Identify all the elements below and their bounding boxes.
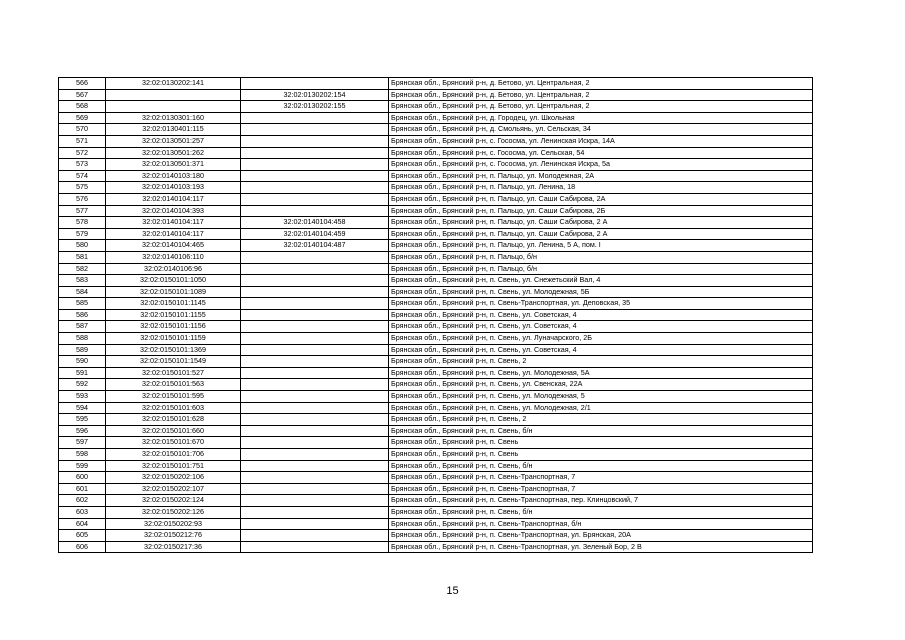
address-cell: Брянская обл., Брянский р-н, п. Свень, ул. Свенская, 22А: [389, 379, 813, 391]
sub-cadastral-number-cell: [241, 518, 389, 530]
property-table: [58, 77, 813, 553]
cadastral-number-cell: 32:02:0150101:751: [106, 460, 241, 472]
cadastral-number-cell: 32:02:0130501:371: [106, 159, 241, 171]
cadastral-number-cell: 32:02:0150101:1549: [106, 356, 241, 368]
cadastral-number-cell: 32:02:0150101:603: [106, 402, 241, 414]
sub-cadastral-number-cell: [241, 205, 389, 217]
cadastral-number-cell: 32:02:0150101:670: [106, 437, 241, 449]
cadastral-number-cell: 32:02:0150101:628: [106, 414, 241, 426]
table-row: [59, 135, 813, 147]
row-number-cell: 597: [59, 437, 106, 449]
row-number-cell: 586: [59, 309, 106, 321]
table-row: [59, 402, 813, 414]
row-number-cell: 606: [59, 541, 106, 553]
row-number-cell: 591: [59, 367, 106, 379]
sub-cadastral-number-cell: [241, 437, 389, 449]
table-row: [59, 414, 813, 426]
row-number-cell: 604: [59, 518, 106, 530]
row-number-cell: 582: [59, 263, 106, 275]
row-number-cell: 594: [59, 402, 106, 414]
cadastral-number-cell: 32:02:0150101:660: [106, 425, 241, 437]
cadastral-number-cell: 32:02:0140104:117: [106, 193, 241, 205]
row-number-cell: 572: [59, 147, 106, 159]
address-cell: Брянская обл., Брянский р-н, п. Пальцо, б/н: [389, 251, 813, 263]
address-cell: Брянская обл., Брянский р-н, п. Пальцо, ул. Саши Сабирова, 2Б: [389, 205, 813, 217]
address-cell: Брянская обл., Брянский р-н, п. Свень, 2: [389, 414, 813, 426]
address-cell: Брянская обл., Брянский р-н, д. Бетово, ул. Центральная, 2: [389, 101, 813, 113]
address-cell: Брянская обл., Брянский р-н, п. Свень, ул. Советская, 4: [389, 344, 813, 356]
row-number-cell: 571: [59, 135, 106, 147]
sub-cadastral-number-cell: 32:02:0140104:459: [241, 228, 389, 240]
row-number-cell: 592: [59, 379, 106, 391]
address-cell: Брянская обл., Брянский р-н, с. Гососма, ул. Ленинская Искра, 14А: [389, 135, 813, 147]
table-row: [59, 78, 813, 90]
cadastral-number-cell: 32:02:0150101:1369: [106, 344, 241, 356]
table-row: [59, 101, 813, 113]
cadastral-number-cell: 32:02:0140103:180: [106, 170, 241, 182]
address-cell: Брянская обл., Брянский р-н, п. Свень, ул. Молодежная, 5Б: [389, 286, 813, 298]
address-cell: Брянская обл., Брянский р-н, п. Свень-Транспортная, ул. Деповская, 35: [389, 298, 813, 310]
sub-cadastral-number-cell: [241, 530, 389, 542]
address-cell: Брянская обл., Брянский р-н, п. Свень, б/н: [389, 425, 813, 437]
sub-cadastral-number-cell: [241, 147, 389, 159]
cadastral-number-cell: 32:02:0150101:595: [106, 391, 241, 403]
row-number-cell: 574: [59, 170, 106, 182]
cadastral-number-cell: 32:02:0150202:93: [106, 518, 241, 530]
row-number-cell: 588: [59, 333, 106, 345]
address-cell: Брянская обл., Брянский р-н, п. Свень-Транспортная, ул. Брянская, 20А: [389, 530, 813, 542]
table-row: [59, 449, 813, 461]
table-row: [59, 251, 813, 263]
row-number-cell: 599: [59, 460, 106, 472]
address-cell: Брянская обл., Брянский р-н, д. Бетово, ул. Центральная, 2: [389, 89, 813, 101]
address-cell: Брянская обл., Брянский р-н, п. Свень, ул. Молодежная, 5А: [389, 367, 813, 379]
row-number-cell: 595: [59, 414, 106, 426]
table-row: [59, 437, 813, 449]
row-number-cell: 570: [59, 124, 106, 136]
address-cell: Брянская обл., Брянский р-н, с. Гососма, ул. Сельская, 54: [389, 147, 813, 159]
table-row: [59, 170, 813, 182]
table-row: [59, 147, 813, 159]
sub-cadastral-number-cell: [241, 460, 389, 472]
table-row: [59, 159, 813, 171]
row-number-cell: 576: [59, 193, 106, 205]
row-number-cell: 569: [59, 112, 106, 124]
table-row: [59, 391, 813, 403]
cadastral-number-cell: 32:02:0140104:393: [106, 205, 241, 217]
row-number-cell: 605: [59, 530, 106, 542]
cadastral-number-cell: 32:02:0140104:117: [106, 217, 241, 229]
address-cell: Брянская обл., Брянский р-н, п. Свень, ул. Снежетьский Вал, 4: [389, 275, 813, 287]
sub-cadastral-number-cell: [241, 367, 389, 379]
sub-cadastral-number-cell: [241, 298, 389, 310]
address-cell: Брянская обл., Брянский р-н, с. Гососма, ул. Ленинская Искра, 5а: [389, 159, 813, 171]
address-cell: Брянская обл., Брянский р-н, п. Свень, ул. Луначарского, 2Б: [389, 333, 813, 345]
address-cell: Брянская обл., Брянский р-н, д. Городец, ул. Школьная: [389, 112, 813, 124]
address-cell: Брянская обл., Брянский р-н, п. Свень-Транспортная, б/н: [389, 518, 813, 530]
sub-cadastral-number-cell: [241, 344, 389, 356]
table-row: [59, 182, 813, 194]
property-table-body: [59, 78, 813, 553]
address-cell: Брянская обл., Брянский р-н, п. Свень: [389, 449, 813, 461]
table-row: [59, 356, 813, 368]
address-cell: Брянская обл., Брянский р-н, д. Смольянь, ул. Сельская, 34: [389, 124, 813, 136]
address-cell: Брянская обл., Брянский р-н, п. Свень-Транспортная, 7: [389, 483, 813, 495]
cadastral-number-cell: 32:02:0150101:706: [106, 449, 241, 461]
sub-cadastral-number-cell: [241, 124, 389, 136]
table-row: [59, 425, 813, 437]
address-cell: Брянская обл., Брянский р-н, п. Свень, ул. Молодежная, 2/1: [389, 402, 813, 414]
table-row: [59, 344, 813, 356]
table-row: [59, 112, 813, 124]
table-row: [59, 367, 813, 379]
table-row: [59, 217, 813, 229]
cadastral-number-cell: 32:02:0150217:36: [106, 541, 241, 553]
table-row: [59, 124, 813, 136]
row-number-cell: 575: [59, 182, 106, 194]
cadastral-number-cell: 32:02:0150202:107: [106, 483, 241, 495]
address-cell: Брянская обл., Брянский р-н, п. Свень, ул. Молодежная, 5: [389, 391, 813, 403]
row-number-cell: 590: [59, 356, 106, 368]
cadastral-number-cell: 32:02:0150101:1159: [106, 333, 241, 345]
row-number-cell: 584: [59, 286, 106, 298]
table-row: [59, 530, 813, 542]
row-number-cell: 593: [59, 391, 106, 403]
row-number-cell: 577: [59, 205, 106, 217]
sub-cadastral-number-cell: [241, 333, 389, 345]
cadastral-number-cell: 32:02:0150101:1156: [106, 321, 241, 333]
cadastral-number-cell: 32:02:0140106:96: [106, 263, 241, 275]
sub-cadastral-number-cell: [241, 309, 389, 321]
table-row: [59, 193, 813, 205]
sub-cadastral-number-cell: [241, 506, 389, 518]
cadastral-number-cell: [106, 89, 241, 101]
cadastral-number-cell: 32:02:0130501:257: [106, 135, 241, 147]
row-number-cell: 585: [59, 298, 106, 310]
address-cell: Брянская обл., Брянский р-н, п. Свень-Транспортная, 7: [389, 472, 813, 484]
sub-cadastral-number-cell: [241, 112, 389, 124]
sub-cadastral-number-cell: [241, 78, 389, 90]
address-cell: Брянская обл., Брянский р-н, п. Пальцо, ул. Молодежная, 2А: [389, 170, 813, 182]
row-number-cell: 567: [59, 89, 106, 101]
row-number-cell: 581: [59, 251, 106, 263]
cadastral-number-cell: 32:02:0150101:1145: [106, 298, 241, 310]
sub-cadastral-number-cell: [241, 263, 389, 275]
address-cell: Брянская обл., Брянский р-н, п. Пальцо, б/н: [389, 263, 813, 275]
address-cell: Брянская обл., Брянский р-н, п. Пальцо, ул. Саши Сабирова, 2А: [389, 193, 813, 205]
row-number-cell: 596: [59, 425, 106, 437]
table-row: [59, 460, 813, 472]
sub-cadastral-number-cell: 32:02:0140104:487: [241, 240, 389, 252]
sub-cadastral-number-cell: [241, 425, 389, 437]
cadastral-number-cell: 32:02:0150101:1089: [106, 286, 241, 298]
sub-cadastral-number-cell: [241, 414, 389, 426]
cadastral-number-cell: 32:02:0140103:193: [106, 182, 241, 194]
cadastral-number-cell: 32:02:0140104:117: [106, 228, 241, 240]
sub-cadastral-number-cell: 32:02:0140104:458: [241, 217, 389, 229]
row-number-cell: 603: [59, 506, 106, 518]
table-row: [59, 298, 813, 310]
cadastral-number-cell: 32:02:0140106:110: [106, 251, 241, 263]
sub-cadastral-number-cell: [241, 391, 389, 403]
table-row: [59, 309, 813, 321]
cadastral-number-cell: 32:02:0150202:106: [106, 472, 241, 484]
address-cell: Брянская обл., Брянский р-н, п. Свень-Транспортная, ул. Зеленый Бор, 2 В: [389, 541, 813, 553]
table-row: [59, 506, 813, 518]
sub-cadastral-number-cell: [241, 193, 389, 205]
cadastral-number-cell: 32:02:0150101:527: [106, 367, 241, 379]
address-cell: Брянская обл., Брянский р-н, п. Свень, б/н: [389, 506, 813, 518]
table-row: [59, 541, 813, 553]
sub-cadastral-number-cell: [241, 286, 389, 298]
row-number-cell: 566: [59, 78, 106, 90]
table-row: [59, 321, 813, 333]
row-number-cell: 602: [59, 495, 106, 507]
sub-cadastral-number-cell: 32:02:0130202:154: [241, 89, 389, 101]
sub-cadastral-number-cell: [241, 495, 389, 507]
table-row: [59, 483, 813, 495]
sub-cadastral-number-cell: [241, 449, 389, 461]
sub-cadastral-number-cell: [241, 170, 389, 182]
row-number-cell: 587: [59, 321, 106, 333]
row-number-cell: 578: [59, 217, 106, 229]
table-row: [59, 263, 813, 275]
cadastral-number-cell: 32:02:0150212:76: [106, 530, 241, 542]
row-number-cell: 583: [59, 275, 106, 287]
row-number-cell: 580: [59, 240, 106, 252]
sub-cadastral-number-cell: [241, 275, 389, 287]
address-cell: Брянская обл., Брянский р-н, п. Пальцо, ул. Саши Сабирова, 2 А: [389, 217, 813, 229]
row-number-cell: 579: [59, 228, 106, 240]
sub-cadastral-number-cell: [241, 483, 389, 495]
cadastral-number-cell: 32:02:0150202:126: [106, 506, 241, 518]
row-number-cell: 568: [59, 101, 106, 113]
address-cell: Брянская обл., Брянский р-н, п. Свень-Транспортная, пер. Клинцовский, 7: [389, 495, 813, 507]
address-cell: Брянская обл., Брянский р-н, п. Свень, б/н: [389, 460, 813, 472]
address-cell: Брянская обл., Брянский р-н, д. Бетово, ул. Центральная, 2: [389, 78, 813, 90]
sub-cadastral-number-cell: [241, 251, 389, 263]
sub-cadastral-number-cell: [241, 135, 389, 147]
page-number: 15: [446, 585, 459, 597]
row-number-cell: 601: [59, 483, 106, 495]
address-cell: Брянская обл., Брянский р-н, п. Свень, 2: [389, 356, 813, 368]
table-row: [59, 240, 813, 252]
cadastral-number-cell: 32:02:0130501:262: [106, 147, 241, 159]
sub-cadastral-number-cell: [241, 321, 389, 333]
table-row: [59, 89, 813, 101]
table-row: [59, 228, 813, 240]
row-number-cell: 589: [59, 344, 106, 356]
cadastral-number-cell: 32:02:0130401:115: [106, 124, 241, 136]
address-cell: Брянская обл., Брянский р-н, п. Свень, ул. Советская, 4: [389, 321, 813, 333]
table-row: [59, 379, 813, 391]
table-row: [59, 333, 813, 345]
table-row: [59, 518, 813, 530]
address-cell: Брянская обл., Брянский р-н, п. Пальцо, ул. Ленина, 18: [389, 182, 813, 194]
row-number-cell: 600: [59, 472, 106, 484]
sub-cadastral-number-cell: [241, 182, 389, 194]
cadastral-number-cell: 32:02:0130301:160: [106, 112, 241, 124]
table-row: [59, 275, 813, 287]
cadastral-number-cell: [106, 101, 241, 113]
sub-cadastral-number-cell: [241, 541, 389, 553]
sub-cadastral-number-cell: [241, 402, 389, 414]
sub-cadastral-number-cell: [241, 159, 389, 171]
address-cell: Брянская обл., Брянский р-н, п. Пальцо, ул. Ленина, 5 А, пом. I: [389, 240, 813, 252]
cadastral-number-cell: 32:02:0150101:1155: [106, 309, 241, 321]
address-cell: Брянская обл., Брянский р-н, п. Свень: [389, 437, 813, 449]
document-table-container: [58, 77, 813, 553]
sub-cadastral-number-cell: 32:02:0130202:155: [241, 101, 389, 113]
cadastral-number-cell: 32:02:0130202:141: [106, 78, 241, 90]
address-cell: Брянская обл., Брянский р-н, п. Свень, ул. Советская, 4: [389, 309, 813, 321]
address-cell: Брянская обл., Брянский р-н, п. Пальцо, ул. Саши Сабирова, 2 А: [389, 228, 813, 240]
sub-cadastral-number-cell: [241, 472, 389, 484]
table-row: [59, 286, 813, 298]
row-number-cell: 573: [59, 159, 106, 171]
cadastral-number-cell: 32:02:0140104:465: [106, 240, 241, 252]
table-row: [59, 205, 813, 217]
row-number-cell: 598: [59, 449, 106, 461]
table-row: [59, 472, 813, 484]
cadastral-number-cell: 32:02:0150202:124: [106, 495, 241, 507]
sub-cadastral-number-cell: [241, 379, 389, 391]
table-row: [59, 495, 813, 507]
cadastral-number-cell: 32:02:0150101:563: [106, 379, 241, 391]
cadastral-number-cell: 32:02:0150101:1050: [106, 275, 241, 287]
sub-cadastral-number-cell: [241, 356, 389, 368]
